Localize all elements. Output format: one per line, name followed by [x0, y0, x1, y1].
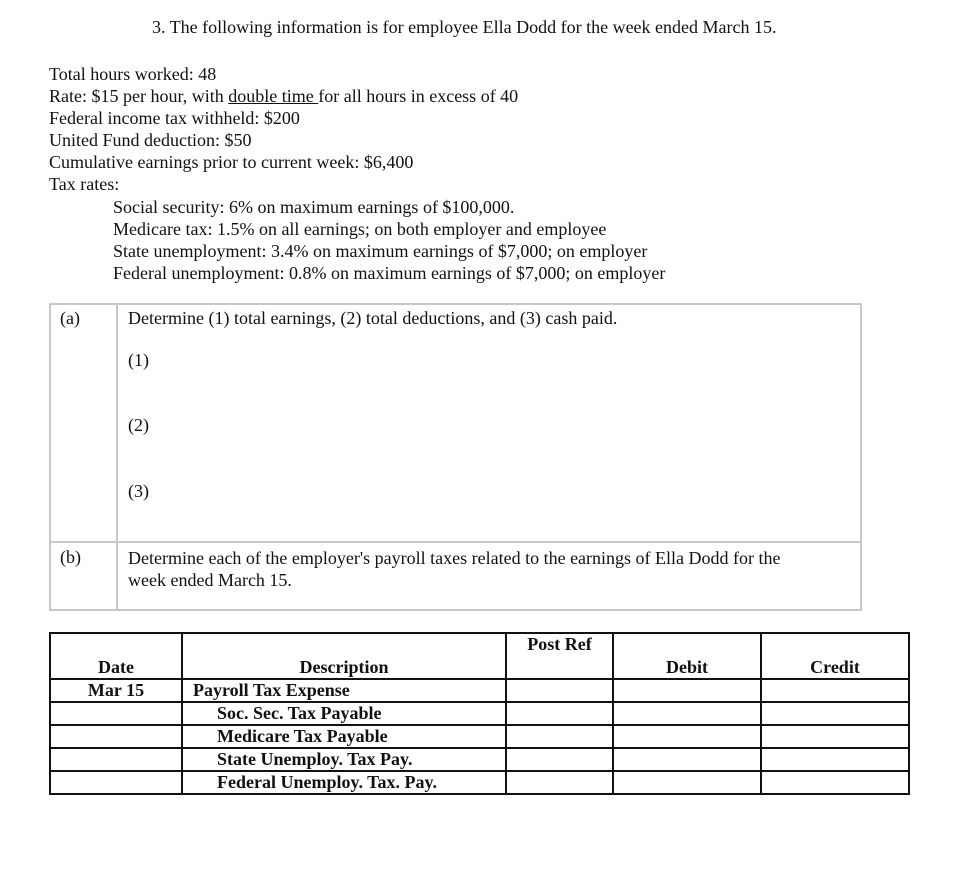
journal-date-cell[interactable]: Mar 15: [50, 679, 182, 702]
part-b-label: (b): [60, 547, 81, 567]
journal-header-date: Date: [50, 633, 182, 679]
journal-date-cell[interactable]: [50, 771, 182, 794]
journal-description-cell[interactable]: Payroll Tax Expense: [182, 679, 506, 702]
fact-tax-rates-label: Tax rates:: [49, 174, 120, 194]
part-a-prompt: Determine (1) total earnings, (2) total deductions, and (3) cash paid.: [128, 308, 618, 328]
journal-post-ref-cell[interactable]: [506, 748, 613, 771]
journal-post-ref-cell[interactable]: [506, 725, 613, 748]
journal-header-row: [50, 633, 909, 679]
rate-suffix: for all hours in excess of 40: [318, 86, 519, 106]
journal-date-cell[interactable]: [50, 725, 182, 748]
journal-description-cell[interactable]: Federal Unemploy. Tax. Pay.: [182, 771, 506, 794]
journal-header-description: Description: [182, 633, 506, 679]
journal-debit-cell[interactable]: [613, 725, 761, 748]
journal-header-credit: Credit: [761, 633, 909, 679]
journal-credit-cell[interactable]: [761, 702, 909, 725]
table-row: [50, 725, 909, 748]
part-a-label: (a): [60, 308, 80, 328]
tax-rate-state-unemployment: State unemployment: 3.4% on maximum earnings of $7,000; on employer: [113, 241, 648, 261]
journal-credit-cell[interactable]: [761, 771, 909, 794]
question-box-divider-vertical: [116, 303, 118, 611]
journal-description-cell[interactable]: State Unemploy. Tax Pay.: [182, 748, 506, 771]
journal-header-debit: Debit: [613, 633, 761, 679]
journal-credit-cell[interactable]: [761, 748, 909, 771]
table-row: [50, 679, 909, 702]
table-row: [50, 748, 909, 771]
journal-table: [49, 632, 910, 795]
fact-rate: [49, 85, 518, 107]
part-a-item-1: (1): [128, 350, 149, 370]
journal-description-cell[interactable]: Medicare Tax Payable: [182, 725, 506, 748]
tax-rate-social-security: Social security: 6% on maximum earnings of $100,000.: [113, 197, 515, 217]
journal-header-post-ref: Post Ref: [506, 633, 613, 679]
tax-rate-medicare: Medicare tax: 1.5% on all earnings; on both employer and employee: [113, 219, 607, 239]
problem-heading: 3. The following information is for employee Ella Dodd for the week ended March 15.: [152, 17, 777, 37]
part-a-item-2: (2): [128, 415, 149, 435]
journal-credit-cell[interactable]: [761, 679, 909, 702]
journal-debit-cell[interactable]: [613, 679, 761, 702]
journal-description-cell[interactable]: Soc. Sec. Tax Payable: [182, 702, 506, 725]
journal-debit-cell[interactable]: [613, 771, 761, 794]
fact-cumulative: Cumulative earnings prior to current week: $6,400: [49, 152, 414, 172]
part-b-prompt-line1: Determine each of the employer's payroll taxes related to the earnings of Ella Dodd for the: [128, 548, 781, 568]
journal-credit-cell[interactable]: [761, 725, 909, 748]
journal-post-ref-cell[interactable]: [506, 679, 613, 702]
journal-date-cell[interactable]: [50, 702, 182, 725]
tax-rate-federal-unemployment: Federal unemployment: 0.8% on maximum earnings of $7,000; on employer: [113, 263, 666, 283]
journal-debit-cell[interactable]: [613, 702, 761, 725]
journal-post-ref-cell[interactable]: [506, 702, 613, 725]
table-row: [50, 771, 909, 794]
part-a-item-3: (3): [128, 481, 149, 501]
journal-date-cell[interactable]: [50, 748, 182, 771]
journal-debit-cell[interactable]: [613, 748, 761, 771]
fact-fit: Federal income tax withheld: $200: [49, 108, 300, 128]
part-b-prompt-line2: week ended March 15.: [128, 570, 292, 590]
question-box-divider-horizontal: [49, 541, 862, 543]
rate-underlined: double time: [228, 86, 319, 106]
fact-united-fund: United Fund deduction: $50: [49, 130, 252, 150]
table-row: [50, 702, 909, 725]
rate-prefix: Rate: $15 per hour, with: [49, 86, 229, 106]
journal-post-ref-cell[interactable]: [506, 771, 613, 794]
fact-hours: Total hours worked: 48: [49, 64, 217, 84]
